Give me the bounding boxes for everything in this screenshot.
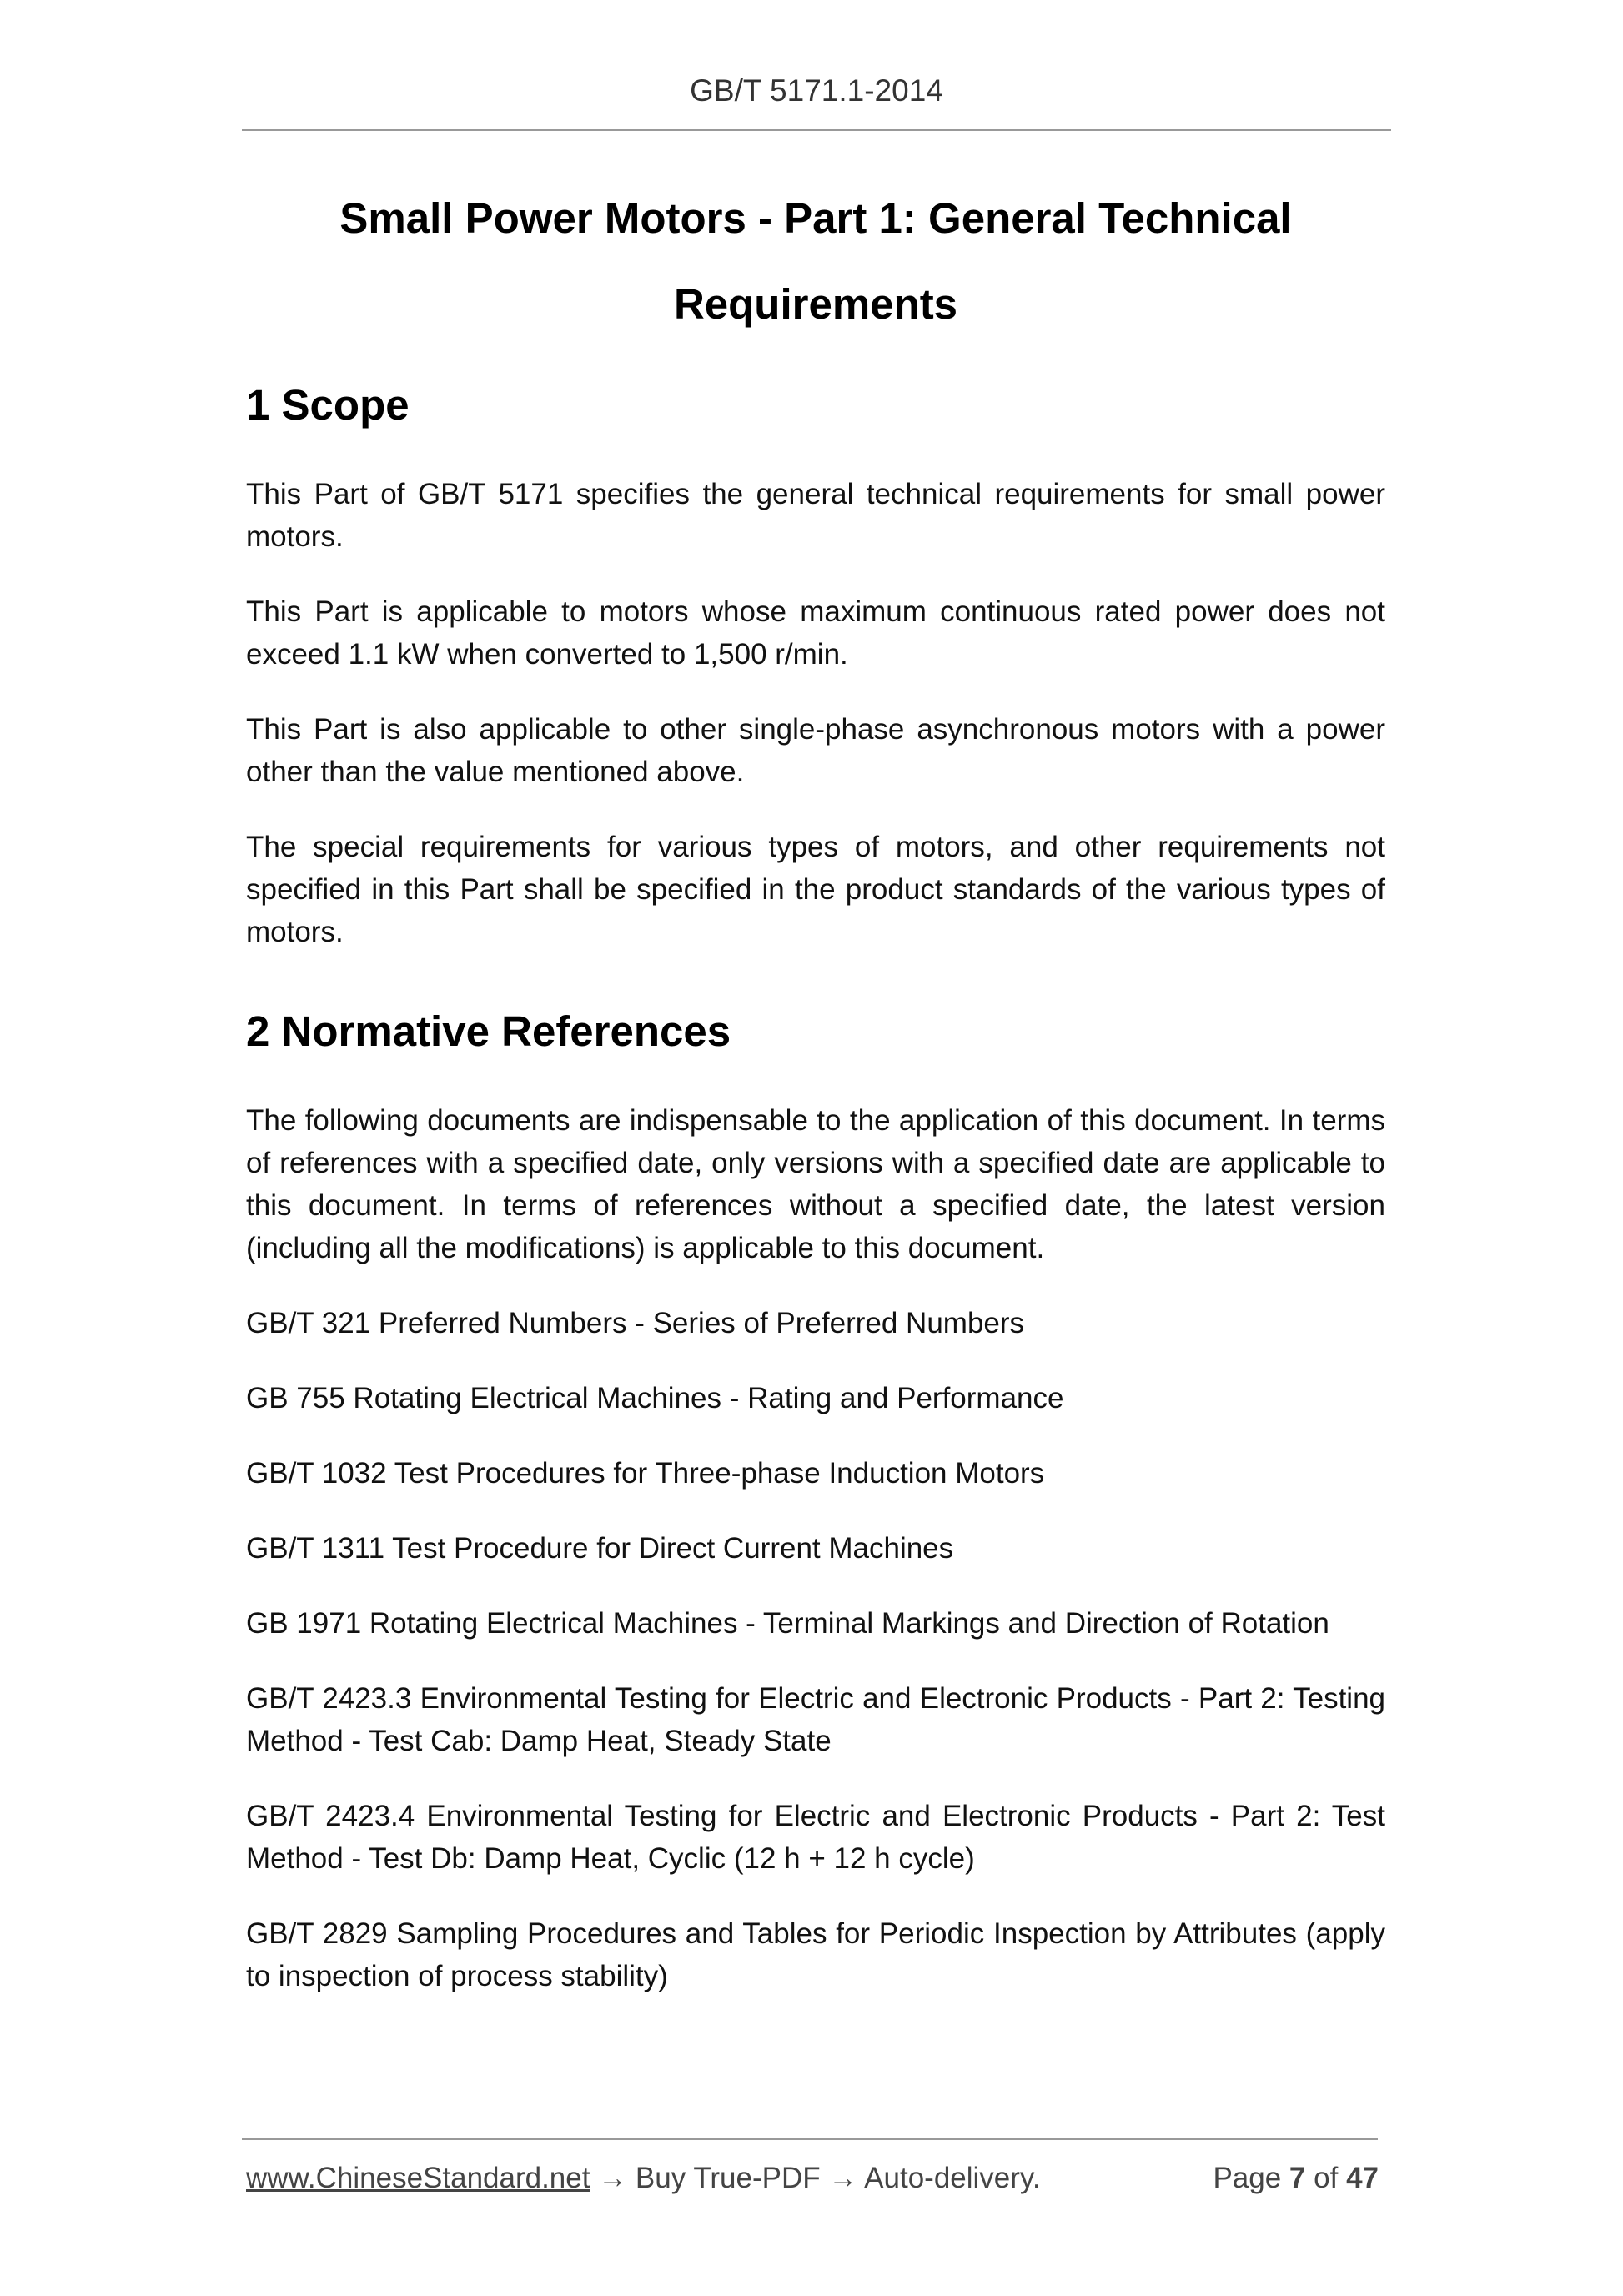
current-page-number: 7 <box>1289 2162 1306 2194</box>
document-body <box>246 175 1385 1997</box>
of-label: of <box>1314 2162 1339 2194</box>
page-label: Page <box>1213 2162 1282 2194</box>
reference-item: GB/T 2423.3 Environmental Testing for Electric and Electronic Products - Part 2: Testing Method - Test Cab: Damp Heat, Steady State <box>246 1682 1385 1757</box>
header-divider <box>242 129 1391 131</box>
website-link[interactable]: www.ChineseStandard.net <box>246 2162 590 2194</box>
reference-item: GB/T 1311 Test Procedure for Direct Current Machines <box>246 1532 954 1565</box>
scope-paragraph: This Part is applicable to motors whose maximum continuous rated power does not exceed 1.1 kW when converted to 1,500 r/min. <box>246 595 1385 671</box>
reference-item: GB 1971 Rotating Electrical Machines - Terminal Markings and Direction of Rotation <box>246 1607 1329 1640</box>
reference-item: GB/T 2423.4 Environmental Testing for Electric and Electronic Products - Part 2: Test Method - Test Db: Damp Heat, Cyclic (12 h + 12 h cycle) <box>246 1800 1385 1875</box>
reference-item: GB/T 2829 Sampling Procedures and Tables for Periodic Inspection by Attributes (apply to inspection of process stability) <box>246 1917 1385 1992</box>
reference-item: GB/T 321 Preferred Numbers - Series of Preferred Numbers <box>246 1307 1025 1339</box>
footer-promo <box>246 2160 1041 2197</box>
scope-paragraph: This Part of GB/T 5171 specifies the general technical requirements for small power motors. <box>246 478 1385 553</box>
document-title: Small Power Motors - Part 1: General Technical Requirements <box>339 194 1292 328</box>
total-pages: 47 <box>1346 2162 1379 2194</box>
references-intro: The following documents are indispensable to the application of this document. In terms of references with a specified date, only versions with a specified date are applicable to this document. In terms of references without a specified date, the latest version (including all the modifications) is applicable to this document. <box>246 1104 1385 1264</box>
page-header: GB/T 5171.1-2014 <box>690 73 943 108</box>
scope-paragraph: The special requirements for various types of motors, and other requirements not specified in this Part shall be specified in the product standards of the various types of motors. <box>246 831 1385 948</box>
footer-divider <box>242 2138 1378 2140</box>
reference-item: GB/T 1032 Test Procedures for Three-phase Induction Motors <box>246 1457 1045 1490</box>
reference-list <box>246 1302 1385 1997</box>
scope-paragraph: This Part is also applicable to other single-phase asynchronous motors with a power other than the value mentioned above. <box>246 713 1385 788</box>
section-heading-scope: 1 Scope <box>246 381 410 429</box>
reference-item: GB 755 Rotating Electrical Machines - Rating and Performance <box>246 1382 1064 1414</box>
footer-promo-text: → Buy True-PDF → Auto-delivery. <box>590 2162 1041 2194</box>
section-heading-normative-references: 2 Normative References <box>246 1007 731 1055</box>
page-indicator <box>1213 2160 1379 2197</box>
